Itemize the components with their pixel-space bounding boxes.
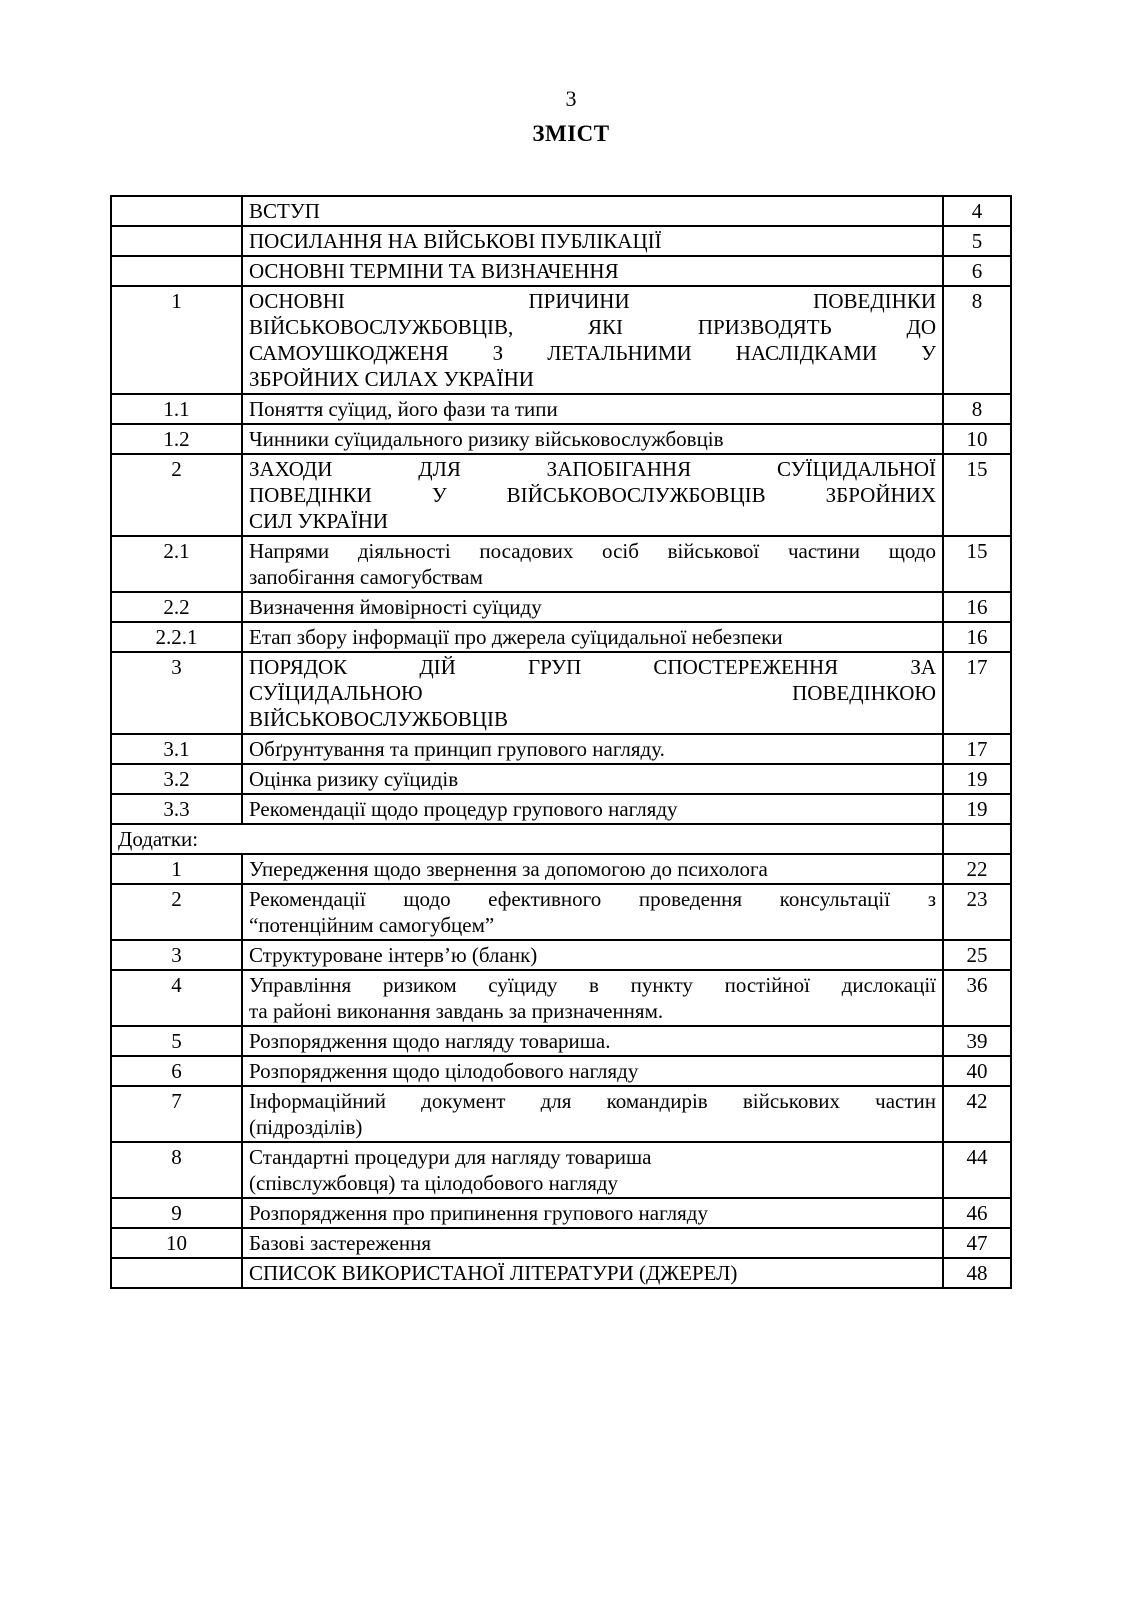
toc-row-title: Базові застереження	[242, 1228, 943, 1258]
table-row	[111, 734, 1011, 764]
toc-row-number: 3	[111, 652, 242, 734]
toc-row-page: 48	[943, 1258, 1011, 1288]
table-row	[111, 1026, 1011, 1056]
toc-row-page: 36	[943, 970, 1011, 1026]
toc-row-page: 15	[943, 454, 1011, 536]
toc-row-page: 39	[943, 1026, 1011, 1056]
toc-row-title: Рекомендації щодо процедур групового нагляду	[242, 794, 943, 824]
toc-row-number: 2	[111, 884, 242, 940]
toc-row-title-line: Інформаційний документ для командирів військових частин	[249, 1089, 936, 1113]
toc-row-title-line: ПОРЯДОК ДІЙ ГРУП СПОСТЕРЕЖЕННЯ ЗА	[249, 655, 936, 679]
toc-row-title: Обґрунтування та принцип групового нагляду.	[242, 734, 943, 764]
toc-row-page: 16	[943, 622, 1011, 652]
toc-row-title-line: СИЛ УКРАЇНИ	[249, 509, 389, 533]
table-row	[111, 970, 1011, 1026]
toc-row-title-line: ОСНОВНІ ПРИЧИНИ ПОВЕДІНКИ	[249, 289, 936, 313]
table-row	[111, 424, 1011, 454]
toc-row-title-line: ВІЙСЬКОВОСЛУЖБОВЦІВ	[249, 707, 508, 731]
toc-row-title: Упередження щодо звернення за допомогою до психолога	[242, 854, 943, 884]
table-row	[111, 394, 1011, 424]
toc-row-title-line: запобігання самогубствам	[249, 565, 483, 589]
table-row	[111, 592, 1011, 622]
toc-row-number: 3.3	[111, 794, 242, 824]
toc-row-number: 3	[111, 940, 242, 970]
toc-row-number: 1	[111, 286, 242, 394]
toc-row-title	[242, 652, 943, 734]
toc-row-title-line: та районі виконання завдань за призначенням.	[249, 999, 664, 1023]
toc-row-title-line: СУЇЦИДАЛЬНОЮ ПОВЕДІНКОЮ	[249, 681, 936, 705]
toc-row-number: 2.1	[111, 536, 242, 592]
table-row	[111, 196, 1011, 226]
toc-row-title: ПОСИЛАННЯ НА ВІЙСЬКОВІ ПУБЛІКАЦІЇ	[242, 226, 943, 256]
toc-row-title	[242, 970, 943, 1026]
table-row	[111, 794, 1011, 824]
toc-row-page: 25	[943, 940, 1011, 970]
toc-row-title-line: ЗБРОЙНИХ СИЛАХ УКРАЇНИ	[249, 367, 534, 391]
toc-row-title-line: “потенційним самогубцем”	[249, 913, 495, 937]
toc-row-title: Розпорядження щодо нагляду товариша.	[242, 1026, 943, 1056]
toc-row-number: 6	[111, 1056, 242, 1086]
toc-row-title-line: ЗАХОДИ ДЛЯ ЗАПОБІГАННЯ СУЇЦИДАЛЬНОЇ	[249, 457, 936, 481]
toc-row-title: Розпорядження про припинення групового нагляду	[242, 1198, 943, 1228]
table-row	[111, 884, 1011, 940]
toc-row-title-line: ВІЙСЬКОВОСЛУЖБОВЦІВ, ЯКІ ПРИЗВОДЯТЬ ДО	[249, 315, 936, 339]
table-row	[111, 824, 1011, 854]
table-row	[111, 1198, 1011, 1228]
table-row	[111, 256, 1011, 286]
toc-row-title	[242, 536, 943, 592]
toc-row-page: 8	[943, 286, 1011, 394]
toc-row-title-line: Стандартні процедури для нагляду товариша	[249, 1145, 652, 1169]
table-row	[111, 226, 1011, 256]
toc-row-number	[111, 1258, 242, 1288]
toc-row-page: 15	[943, 536, 1011, 592]
toc-row-title-line: Управління ризиком суїциду в пункту постійної дислокації	[249, 973, 936, 997]
toc-row-title: Структуроване інтерв’ю (бланк)	[242, 940, 943, 970]
toc-section-label: Додатки:	[111, 824, 943, 854]
toc-row-title-line: Напрями діяльності посадових осіб військової частини щодо	[249, 539, 936, 563]
table-row	[111, 854, 1011, 884]
toc-row-title	[242, 454, 943, 536]
toc-row-title-line: САМОУШКОДЖЕНЯ З ЛЕТАЛЬНИМИ НАСЛІДКАМИ У	[249, 341, 936, 365]
toc-row-title-line: Рекомендації щодо ефективного проведення консультації з	[249, 887, 936, 911]
toc-row-number: 3.2	[111, 764, 242, 794]
table-row	[111, 454, 1011, 536]
toc-row-title: Поняття суїцид, його фази та типи	[242, 394, 943, 424]
toc-row-title	[242, 1142, 943, 1198]
toc-row-page: 4	[943, 196, 1011, 226]
toc-table	[110, 195, 1012, 1289]
table-row	[111, 1228, 1011, 1258]
toc-row-number: 10	[111, 1228, 242, 1258]
toc-row-page: 5	[943, 226, 1011, 256]
table-row	[111, 940, 1011, 970]
table-row	[111, 622, 1011, 652]
page-title: ЗМІСТ	[532, 121, 610, 146]
table-row	[111, 286, 1011, 394]
toc-row-number: 8	[111, 1142, 242, 1198]
toc-row-page: 6	[943, 256, 1011, 286]
toc-row-title: Чинники суїцидального ризику військовослужбовців	[242, 424, 943, 454]
table-row	[111, 1056, 1011, 1086]
toc-row-page: 44	[943, 1142, 1011, 1198]
toc-row-title: ВСТУП	[242, 196, 943, 226]
toc-row-page: 19	[943, 764, 1011, 794]
toc-row-page	[943, 824, 1011, 854]
toc-row-title-line: ПОВЕДІНКИ У ВІЙСЬКОВОСЛУЖБОВЦІВ ЗБРОЙНИХ	[249, 483, 936, 507]
table-row	[111, 652, 1011, 734]
toc-row-number: 1.2	[111, 424, 242, 454]
page-number: 3	[565, 86, 577, 111]
toc-row-title	[242, 286, 943, 394]
toc-row-page: 8	[943, 394, 1011, 424]
table-row	[111, 536, 1011, 592]
toc-row-title: Визначення ймовірності суїциду	[242, 592, 943, 622]
toc-row-number: 2	[111, 454, 242, 536]
toc-row-number	[111, 256, 242, 286]
toc-row-title-line: (підрозділів)	[249, 1115, 363, 1139]
toc-row-page: 40	[943, 1056, 1011, 1086]
toc-row-number	[111, 196, 242, 226]
toc-row-number: 3.1	[111, 734, 242, 764]
table-row	[111, 764, 1011, 794]
toc-row-title	[242, 884, 943, 940]
toc-row-page: 47	[943, 1228, 1011, 1258]
toc-row-title: СПИСОК ВИКОРИСТАНОЇ ЛІТЕРАТУРИ (ДЖЕРЕЛ)	[242, 1258, 943, 1288]
toc-row-title: ОСНОВНІ ТЕРМІНИ ТА ВИЗНАЧЕННЯ	[242, 256, 943, 286]
toc-row-page: 16	[943, 592, 1011, 622]
toc-row-number: 1	[111, 854, 242, 884]
toc-row-page: 17	[943, 734, 1011, 764]
table-row	[111, 1086, 1011, 1142]
toc-row-title: Оцінка ризику суїцидів	[242, 764, 943, 794]
toc-row-page: 22	[943, 854, 1011, 884]
toc-row-title-line: (співслужбовця) та цілодобового нагляду	[249, 1171, 619, 1195]
toc-row-page: 19	[943, 794, 1011, 824]
toc-row-number: 2.2.1	[111, 622, 242, 652]
table-row	[111, 1142, 1011, 1198]
toc-row-page: 23	[943, 884, 1011, 940]
toc-row-page: 10	[943, 424, 1011, 454]
toc-row-page: 17	[943, 652, 1011, 734]
toc-row-title: Етап збору інформації про джерела суїцидальної небезпеки	[242, 622, 943, 652]
toc-row-title: Розпорядження щодо цілодобового нагляду	[242, 1056, 943, 1086]
toc-row-number: 9	[111, 1198, 242, 1228]
toc-row-number: 2.2	[111, 592, 242, 622]
toc-row-number: 5	[111, 1026, 242, 1056]
toc-row-number	[111, 226, 242, 256]
toc-row-page: 42	[943, 1086, 1011, 1142]
toc-row-number: 7	[111, 1086, 242, 1142]
table-row	[111, 1258, 1011, 1288]
toc-row-number: 4	[111, 970, 242, 1026]
toc-row-title	[242, 1086, 943, 1142]
toc-table-body	[111, 196, 1011, 1288]
toc-row-page: 46	[943, 1198, 1011, 1228]
toc-row-number: 1.1	[111, 394, 242, 424]
